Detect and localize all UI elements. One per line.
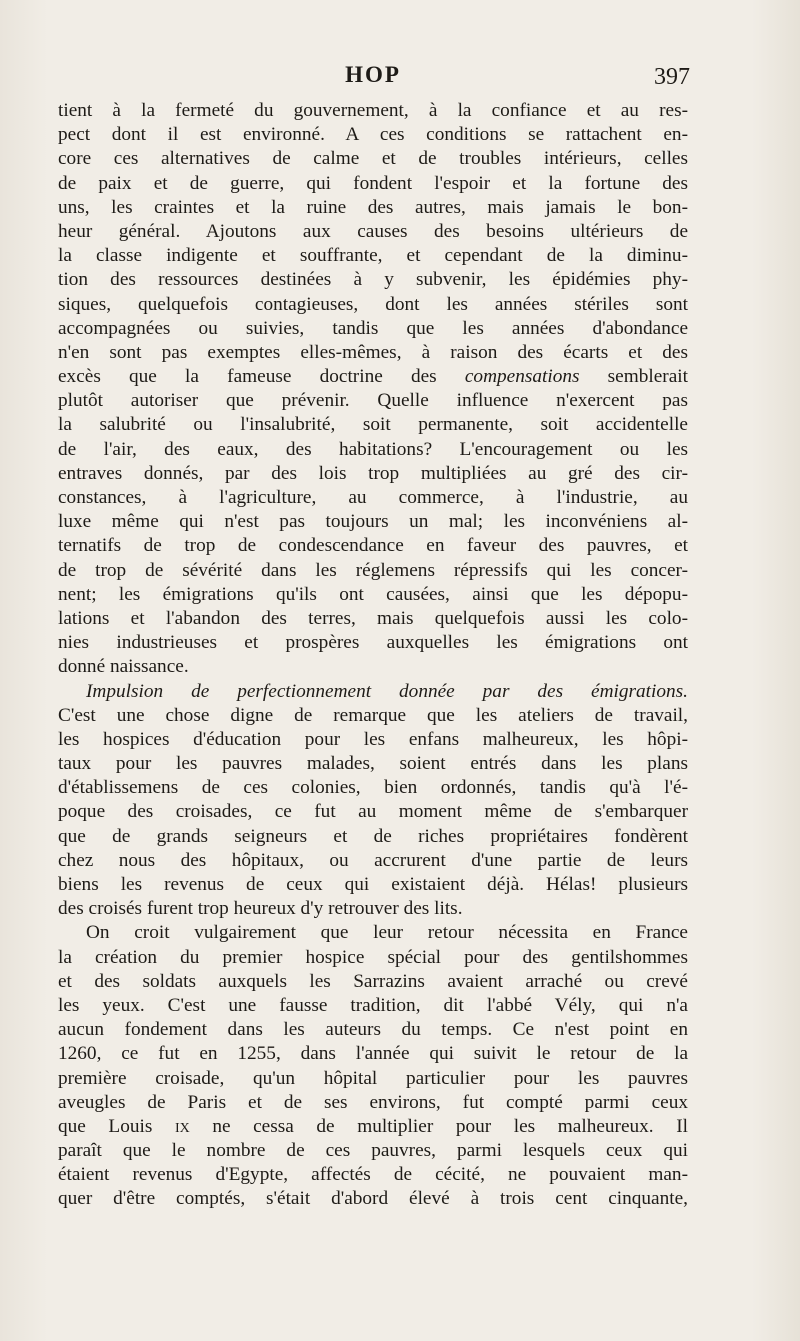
section-heading: Impulsion de perfectionnement donnée par des émigrations. bbox=[86, 680, 688, 702]
text-line: la classe indigente et souffrante, et cependant de la diminu- bbox=[58, 245, 688, 267]
text-line: taux pour les pauvres malades, soient entrés dans les plans bbox=[58, 753, 688, 775]
text-line: accompagnées ou suivies, tandis que les années d'abondance bbox=[58, 317, 688, 339]
text-line: la création du premier hospice spécial pour des gentilshommes bbox=[58, 946, 688, 968]
text-line: quer d'être comptés, s'était d'abord élevé à trois cent cinquante, bbox=[58, 1188, 688, 1210]
text-line: tient à la fermeté du gouvernement, à la confiance et au res- bbox=[58, 100, 688, 121]
text-line: siques, quelquefois contagieuses, dont les années stériles sont bbox=[58, 293, 688, 315]
text-line: d'établissemens de ces colonies, bien ordonnés, tandis qu'à l'é- bbox=[58, 777, 688, 799]
text-line: poque des croisades, ce fut au moment même de s'embarquer bbox=[58, 801, 688, 823]
text-line: entraves donnés, par des lois trop multipliées au gré des cir- bbox=[58, 462, 688, 484]
text-line: paraît que le nombre de ces pauvres, parmi lesquels ceux qui bbox=[58, 1140, 688, 1162]
running-head: HOP bbox=[345, 62, 401, 87]
text-run: que Louis bbox=[58, 1115, 175, 1137]
text-line: luxe même qui n'est pas toujours un mal; les inconvéniens al- bbox=[58, 511, 688, 533]
text-line: étaient revenus d'Egypte, affectés de cécité, ne pouvaient man- bbox=[58, 1164, 688, 1186]
text-line: aucun fondement dans les auteurs du temps. Ce n'est point en bbox=[58, 1019, 688, 1041]
page-header bbox=[58, 62, 688, 98]
text-run: semblerait bbox=[579, 366, 688, 388]
text-line: tion des ressources destinées à y subvenir, les épidémies phy- bbox=[58, 269, 688, 291]
text-line: heur général. Ajoutons aux causes des besoins ultérieurs de bbox=[58, 220, 688, 242]
page-number: 397 bbox=[654, 64, 690, 90]
text-line: de l'air, des eaux, des habitations? L'encouragement ou les bbox=[58, 438, 688, 460]
text-line bbox=[58, 1115, 688, 1139]
text-line: nies industrieuses et prospères auxquelles les émigrations ont bbox=[58, 632, 688, 654]
text-line: de trop de sévérité dans les réglemens répressifs qui les concer- bbox=[58, 559, 688, 581]
italic-term: compensations bbox=[464, 366, 580, 388]
text-line: lations et l'abandon des terres, mais quelquefois aussi les colo- bbox=[58, 607, 688, 629]
text-line: donné naissance. bbox=[58, 656, 189, 678]
text-line: 1260, ce fut en 1255, dans l'année qui suivit le retour de la bbox=[58, 1043, 688, 1065]
text-line: aveugles de Paris et de ses environs, fut compté parmi ceux bbox=[58, 1091, 688, 1113]
text-line: et des soldats auxquels les Sarrazins avaient arraché ou crevé bbox=[58, 970, 688, 992]
text-line: la salubrité ou l'insalubrité, soit permanente, soit accidentelle bbox=[58, 414, 688, 436]
text-line: que de grands seigneurs et de riches propriétaires fondèrent bbox=[58, 825, 688, 847]
text-line: core ces alternatives de calme et de troubles intérieurs, celles bbox=[58, 148, 688, 170]
body-text bbox=[58, 99, 688, 1212]
text-line: ternatifs de trop de condescendance en faveur des pauvres, et bbox=[58, 535, 688, 557]
text-run: excès que la fameuse doctrine des bbox=[58, 366, 465, 388]
text-line: plutôt autoriser que prévenir. Quelle influence n'exercent pas bbox=[58, 390, 688, 412]
text-line: pect dont il est environné. A ces conditions se rattachent en- bbox=[58, 124, 688, 146]
text-line: constances, à l'agriculture, au commerce, à l'industrie, au bbox=[58, 487, 688, 508]
text-line: biens les revenus de ceux qui existaient déjà. Hélas! plusieurs bbox=[58, 874, 688, 895]
text-line: chez nous des hôpitaux, ou accrurent d'une partie de leurs bbox=[58, 849, 688, 871]
text-line: C'est une chose digne de remarque que les ateliers de travail, bbox=[58, 704, 688, 726]
text-line: n'en sont pas exemptes elles-mêmes, à raison des écarts et des bbox=[58, 341, 688, 363]
text-line: On croit vulgairement que leur retour nécessita en France bbox=[86, 922, 688, 944]
text-line: première croisade, qu'un hôpital particulier pour les pauvres bbox=[58, 1067, 688, 1089]
text-line: les hospices d'éducation pour les enfans malheureux, les hôpi- bbox=[58, 728, 688, 750]
text-line: de paix et de guerre, qui fondent l'espoir et la fortune des bbox=[58, 172, 688, 194]
text-line bbox=[58, 365, 688, 389]
text-line: des croisés furent trop heureux d'y retrouver des lits. bbox=[58, 898, 463, 920]
text-run: ne cessa de multiplier pour les malheureux. Il bbox=[189, 1115, 688, 1137]
regnal-numeral: ix bbox=[174, 1115, 190, 1137]
text-line: les yeux. C'est une fausse tradition, dit l'abbé Vély, qui n'a bbox=[58, 994, 688, 1016]
text-line: nent; les émigrations qu'ils ont causées, ainsi que les dépopu- bbox=[58, 583, 688, 605]
text-line: uns, les craintes et la ruine des autres, mais jamais le bon- bbox=[58, 196, 688, 218]
